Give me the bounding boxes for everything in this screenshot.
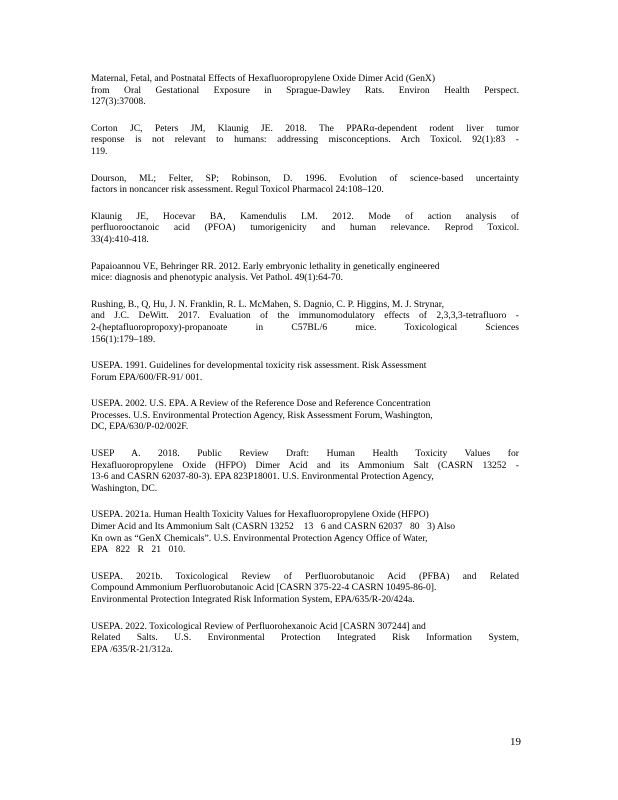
reference-line: Washington, DC. — [91, 482, 158, 494]
reference-entry — [91, 173, 519, 196]
reference-line: perfluorooctanoic acid (PFOA) tumorigenicity and human relevance. Reprod Toxicol. — [91, 222, 519, 234]
reference-line: EPA /635/R-21/312a. — [91, 643, 173, 655]
reference-line: 156(1):179–189. — [91, 333, 156, 345]
reference-line: mice: diagnosis and phenotypic analysis. Vet Pathol. 49(1):64-70. — [91, 272, 343, 284]
reference-line: Related Salts. U.S. Environmental Protection Integrated Risk Information System, — [91, 632, 519, 644]
reference-line: 127(3):37008. — [91, 96, 146, 108]
reference-line: Environmental Protection Integrated Risk Information System, EPA/635/R-20/424a. — [91, 594, 415, 605]
reference-line: Forum EPA/600/FR-91/ 001. — [91, 371, 203, 383]
reference-line: USEPA. 2002. U.S. EPA. A Review of the Reference Dose and Reference Concentration — [91, 398, 431, 410]
reference-line: 2-(heptafluoropropoxy)-propanoate in C57BL/6 mice. Toxicological Sciences — [91, 321, 519, 333]
reference-line: EPA 822 R 21 010. — [91, 544, 186, 556]
reference-entry — [91, 73, 519, 108]
reference-line: USEPA. 2021b. Toxicological Review of Perfluorobutanoic Acid (PFBA) and Related — [91, 570, 519, 582]
reference-line: 33(4):410-418. — [91, 233, 149, 245]
reference-line: DC, EPA/630/P-02/002F. — [91, 421, 189, 433]
reference-line: Rushing, B., Q, Hu, J. N. Franklin, R. L. McMahen, S. Dagnio, C. P. Higgins, M. J. Strynar, — [91, 298, 444, 310]
reference-entry — [91, 509, 519, 555]
reference-line: Dourson, ML; Felter, SP; Robinson, D. 1996. Evolution of science-based uncertainty — [91, 172, 519, 184]
reference-entry — [91, 571, 519, 606]
reference-entry — [91, 211, 519, 246]
page-number: 19 — [510, 736, 521, 748]
reference-line: Corton JC, Peters JM, Klaunig JE. 2018. The PPARα-dependent rodent liver tumor — [91, 122, 519, 134]
reference-line: USEPA. 2021a. Human Health Toxicity Values for Hexafluoropropylene Oxide (HFPO) — [91, 509, 429, 521]
reference-line: USEPA. 1991. Guidelines for developmental toxicity risk assessment. Risk Assessment — [91, 360, 427, 372]
reference-line: from Oral Gestational Exposure in Sprague-Dawley Rats. Environ Health Perspect. — [91, 84, 519, 96]
reference-entry — [91, 261, 519, 284]
reference-line: Kn own as “GenX Chemicals”. U.S. Environmental Protection Agency Office of Water, — [91, 532, 428, 544]
reference-line: and J.C. DeWitt. 2017. Evaluation of the immunomodulatory effects of 2,3,3,3-tetrafluoro - — [91, 310, 519, 322]
reference-line: Processes. U.S. Environmental Protection Agency, Risk Assessment Forum, Washington, — [91, 409, 433, 421]
reference-line: Hexafluoropropylene Oxide (HFPO) Dimer Acid and its Ammonium Salt (CASRN 13252 - — [91, 459, 519, 471]
reference-entry — [91, 398, 519, 433]
reference-entry — [91, 123, 519, 158]
reference-line: 13-6 and CASRN 62037-80-3). EPA 823P18001. U.S. Environmental Protection Agency, — [91, 471, 434, 483]
reference-line: 119. — [91, 145, 108, 157]
reference-line: Klaunig JE, Hocevar BA, Kamendulis LM. 2012. Mode of action analysis of — [91, 210, 519, 222]
reference-line: Maternal, Fetal, and Postnatal Effects of Hexafluoropropylene Oxide Dimer Acid (GenX) — [91, 73, 436, 84]
reference-line: Dimer Acid and Its Ammonium Salt (CASRN 13252  13 6 and CASRN 62037 80 3) Also — [91, 521, 456, 533]
reference-line: Papaioannou VE, Behringer RR. 2012. Early embryonic lethality in genetically engineered — [91, 260, 440, 272]
reference-line: factors in noncancer risk assessment. Regul Toxicol Pharmacol 24:108–120. — [91, 184, 384, 196]
reference-entry — [91, 299, 519, 345]
reference-line: response is not relevant to humans: addressing misconceptions. Arch Toxicol. 92(1):83 - — [91, 134, 519, 146]
reference-line: USEPA. 2022. Toxicological Review of Perfluorohexanoic Acid [CASRN 307244] and — [91, 620, 426, 632]
reference-line: Compound Ammonium Perfluorobutanoic Acid [CASRN 375-22-4 CASRN 10495-86-0]. — [91, 582, 437, 594]
reference-entry — [91, 621, 519, 656]
reference-list — [91, 73, 519, 670]
reference-line: USEP A. 2018. Public Review Draft: Human Health Toxicity Values for — [91, 448, 519, 460]
reference-entry — [91, 448, 519, 494]
reference-entry — [91, 360, 519, 383]
